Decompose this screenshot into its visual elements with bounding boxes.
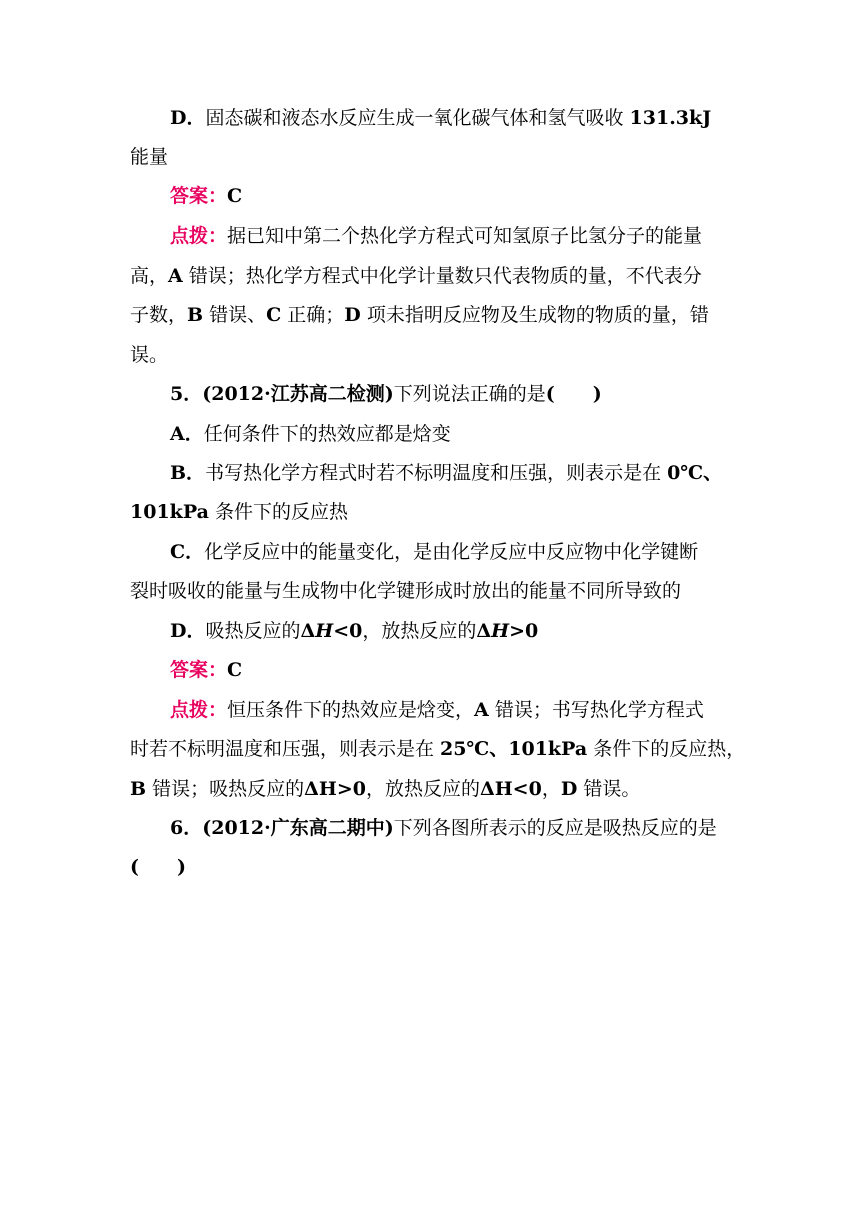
hint-line	[130, 341, 168, 369]
hint-text: 错误；热化学方程式中化学计量数只代表物质的量，不代表分	[182, 265, 702, 287]
hint-line	[170, 696, 704, 724]
option-ref: D	[560, 778, 578, 800]
option-d-line	[170, 104, 711, 132]
option-letter: A．	[170, 423, 204, 445]
option-ref: C	[266, 304, 282, 326]
question-text: 下列说法正确的是	[393, 383, 546, 405]
option-b-continuation	[130, 498, 348, 526]
hint-text: 误。	[130, 344, 169, 366]
hint-label: 点拨：	[170, 699, 228, 721]
option-ref: B	[187, 304, 204, 326]
question-source: (2012·江苏高二检测)	[202, 383, 394, 405]
option-d-continuation	[130, 143, 168, 171]
comparison: >0	[336, 778, 366, 800]
option-text: 任何条件下的热效应都是焓变	[203, 423, 451, 445]
hint-line	[130, 775, 640, 803]
enthalpy-symbol: ΔH	[479, 778, 513, 800]
question-number: 6．	[170, 817, 203, 839]
hint-label: 点拨：	[170, 225, 228, 247]
question-6-stem	[170, 814, 717, 842]
delta-symbol: Δ	[476, 620, 492, 642]
option-text: 吸热反应的	[205, 620, 301, 642]
hint-text: ，	[541, 778, 561, 800]
comparison: <0	[512, 778, 542, 800]
answer-line	[170, 182, 242, 210]
answer-blank: ( )	[130, 856, 186, 878]
option-c	[170, 538, 698, 566]
enthalpy-symbol: H	[315, 620, 334, 642]
answer-value: C	[227, 659, 243, 681]
hint-text: 据已知中第二个热化学方程式可知氢原子比氢分子的能量	[227, 225, 703, 247]
option-text: 裂时吸收的能量与生成物中化学键形成时放出的能量不同所导致的	[130, 580, 682, 602]
hint-text: 项未指明反应物及生成物的物质的量，错	[360, 304, 709, 326]
question-6-continuation	[130, 853, 186, 881]
answer-value: C	[227, 185, 243, 207]
hint-line	[130, 735, 745, 763]
comparison: <0	[333, 620, 363, 642]
hint-line	[170, 222, 702, 250]
option-text: 条件下的反应热	[208, 501, 348, 523]
hint-text: 错误、	[203, 304, 267, 326]
hint-text: 正确；	[281, 304, 345, 326]
hint-text: 时若不标明温度和压强，则表示是在	[130, 738, 441, 760]
hint-text: ，放热反应的	[365, 778, 480, 800]
option-letter: D．	[170, 620, 206, 642]
answer-line	[170, 656, 242, 684]
option-text: 能量	[130, 146, 169, 168]
hint-text: 高，	[130, 265, 169, 287]
enthalpy-symbol: H	[491, 620, 510, 642]
option-text: 固态碳和液态水反应生成一氧化碳气体和氢气吸收	[205, 107, 630, 129]
option-ref: A	[168, 265, 183, 287]
temperature-value: 0℃、	[667, 462, 723, 484]
answer-label: 答案：	[170, 659, 228, 681]
answer-blank: ( )	[545, 383, 602, 405]
option-d	[170, 617, 538, 645]
energy-value: 131.3kJ	[629, 107, 712, 129]
option-a	[170, 420, 451, 448]
hint-text: 子数，	[130, 304, 188, 326]
hint-text: 恒压条件下的热效应是焓变，	[227, 699, 475, 721]
hint-line	[130, 301, 709, 329]
option-letter: C．	[170, 541, 205, 563]
option-ref: A	[474, 699, 489, 721]
question-5-stem	[170, 380, 602, 408]
option-ref: D	[344, 304, 361, 326]
question-text: 下列各图所表示的反应是吸热反应的是	[393, 817, 717, 839]
option-text: 书写热化学方程式时若不标明温度和压强，则表示是在	[205, 462, 668, 484]
delta-symbol: Δ	[300, 620, 316, 642]
option-letter: D．	[170, 107, 206, 129]
option-ref: B	[130, 778, 147, 800]
option-text: 化学反应中的能量变化，是由化学反应中反应物中化学键断	[204, 541, 699, 563]
condition-value: 25℃、101kPa	[440, 738, 588, 760]
enthalpy-symbol: ΔH	[304, 778, 337, 800]
option-letter: B．	[170, 462, 206, 484]
option-c-continuation	[130, 577, 681, 605]
hint-text: 错误；书写热化学方程式	[488, 699, 704, 721]
hint-line	[130, 262, 702, 290]
hint-text: 条件下的反应热，	[587, 738, 746, 760]
question-number: 5．	[170, 383, 203, 405]
question-source: (2012·广东高二期中)	[202, 817, 394, 839]
option-b	[170, 459, 722, 487]
answer-label: 答案：	[170, 185, 228, 207]
pressure-value: 101kPa	[130, 501, 209, 523]
hint-text: 错误。	[577, 778, 641, 800]
option-text: ，放热反应的	[362, 620, 477, 642]
comparison: >0	[509, 620, 539, 642]
hint-text: 错误；吸热反应的	[146, 778, 305, 800]
